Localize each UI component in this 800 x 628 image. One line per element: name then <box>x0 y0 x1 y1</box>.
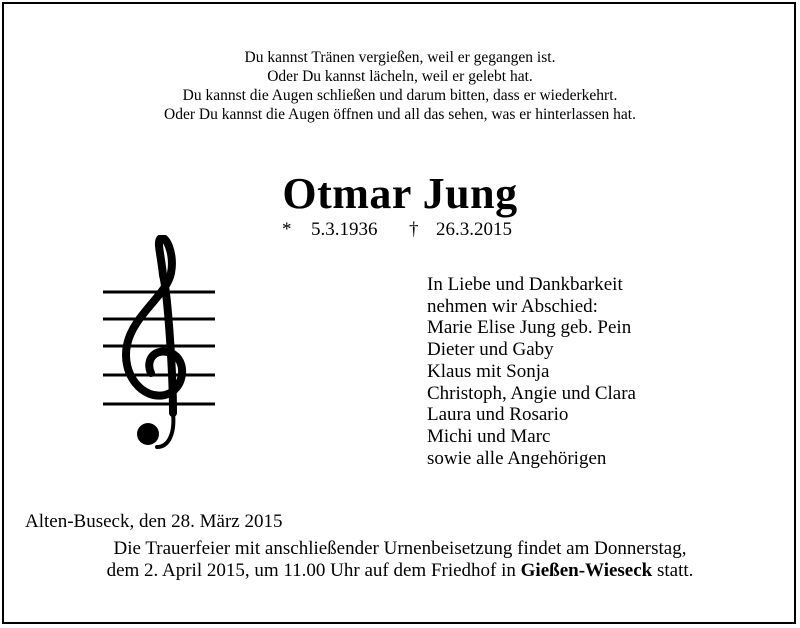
mourner-line: Marie Elise Jung geb. Pein <box>427 317 632 339</box>
service-line-1: Die Trauerfeier mit anschließender Urnenbeisetzung findet am Donnerstag, <box>113 538 687 559</box>
funeral-service-notice <box>0 538 800 582</box>
death-symbol: † <box>409 219 419 240</box>
poem-line: Du kannst die Augen schließen und darum bitten, dass er wiederkehrt. <box>182 87 618 104</box>
mourners-list <box>427 274 636 469</box>
cemetery-location: Gießen-Wieseck <box>520 560 653 581</box>
deceased-name: Otmar Jung <box>282 169 518 218</box>
mourner-line: sowie alle Angehörigen <box>427 447 607 469</box>
service-text-end: statt. <box>652 560 694 581</box>
service-line-2 <box>0 560 800 582</box>
clef-shape <box>126 238 182 447</box>
place-date: Alten-Buseck, den 28. März 2015 <box>25 511 283 532</box>
poem-line: Du kannst Tränen vergießen, weil er gegangen ist. <box>244 49 556 66</box>
poem-line: Oder Du kannst lächeln, weil er gelebt hat. <box>267 68 533 85</box>
birth-symbol: * <box>282 219 292 240</box>
death-date: 26.3.2015 <box>436 219 512 240</box>
poem <box>0 48 800 124</box>
mourner-line: Michi und Marc <box>427 425 551 447</box>
mourner-line: Dieter und Gaby <box>427 339 554 361</box>
mourner-line: In Liebe und Dankbarkeit <box>427 274 623 295</box>
clef-ball <box>137 423 159 445</box>
mourner-line: Christoph, Angie und Clara <box>427 382 636 404</box>
mourner-line: nehmen wir Abschied: <box>427 295 598 317</box>
birth-date: 5.3.1936 <box>311 219 378 240</box>
mourner-line: Klaus mit Sonja <box>427 360 550 382</box>
service-text: dem 2. April 2015, um 11.00 Uhr auf dem Friedhof in <box>106 560 521 581</box>
poem-line: Oder Du kannst die Augen öffnen und all das sehen, was er hinterlassen hat. <box>164 106 636 123</box>
treble-clef-icon <box>103 235 215 455</box>
life-dates <box>282 218 512 242</box>
mourner-line: Laura und Rosario <box>427 404 569 426</box>
